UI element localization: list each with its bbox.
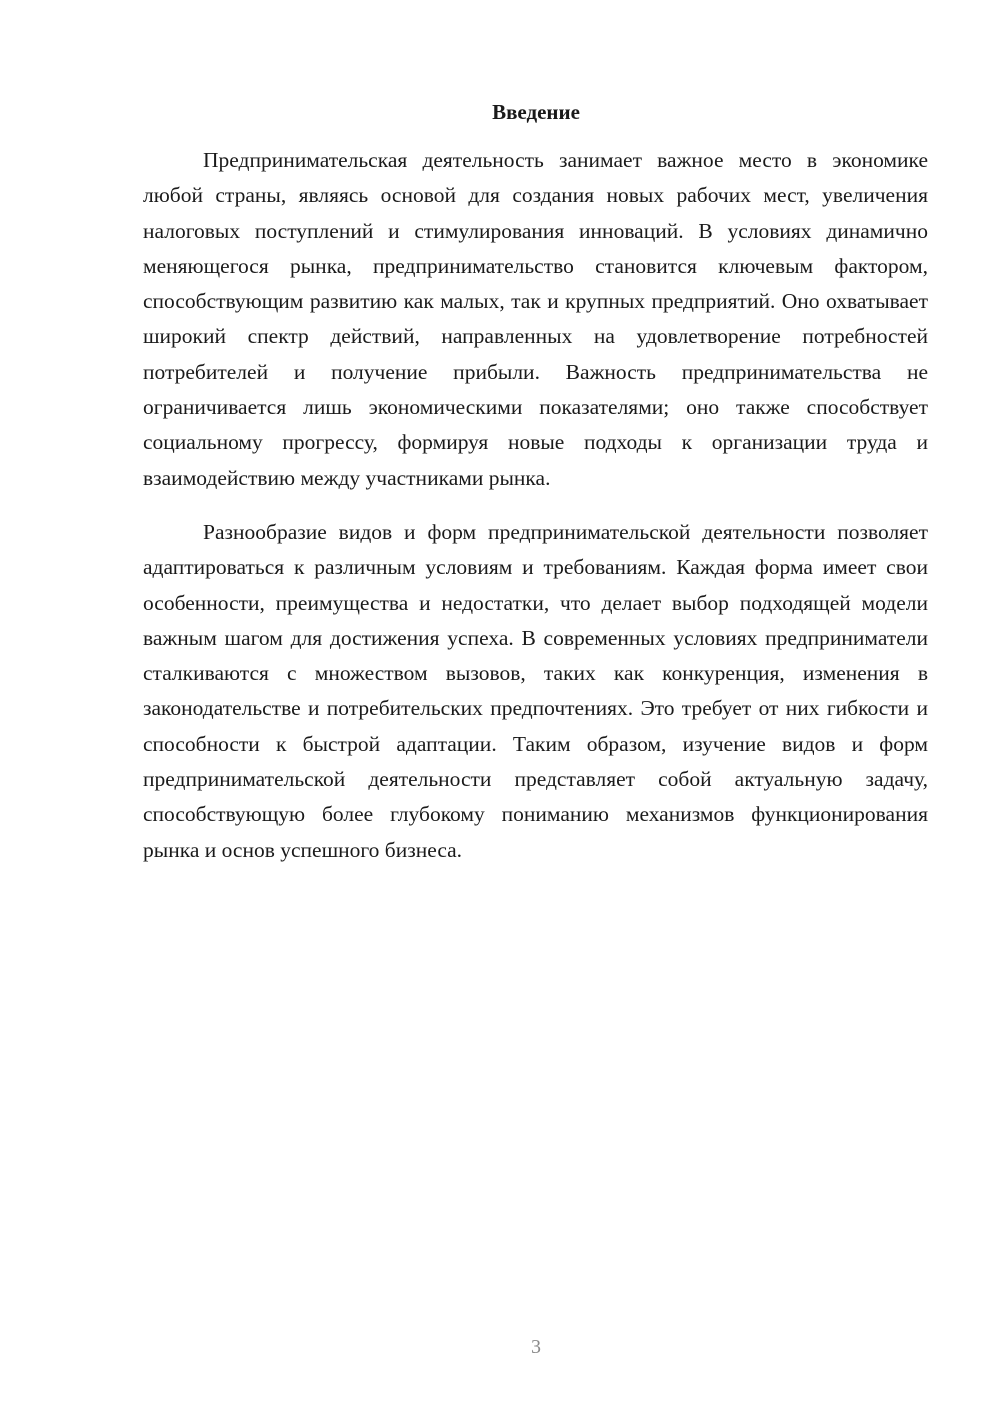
page-number: 3: [531, 1336, 541, 1358]
section-title: Введение: [492, 100, 580, 124]
body-text: [143, 143, 928, 868]
paragraph-1: Предпринимательская деятельность занимает важное место в экономике любой страны, являясь основой для создания новых рабочих мест, увеличения налоговых поступлений и стимулирования инноваций. В условиях динамично меняющегося рынка, предпринимательство становится ключевым фактором, способствующим развитию как малых, так и крупных предприятий. Оно охватывает широкий спектр действий, направленных на удовлетворение потребностей потребителей и получение прибыли. Важность предпринимательства не ограничивается лишь экономическими показателями; оно также способствует социальному прогрессу, формируя новые подходы к организации труда и взаимодействию между участниками рынка.: [143, 148, 928, 490]
paragraph-2: Разнообразие видов и форм предпринимательской деятельности позволяет адаптироваться к различным условиям и требованиям. Каждая форма имеет свои особенности, преимущества и недостатки, что делает выбор подходящей модели важным шагом для достижения успеха. В современных условиях предприниматели сталкиваются с множеством вызовов, таких как конкуренция, изменения в законодательстве и потребительских предпочтениях. Это требует от них гибкости и способности к быстрой адаптации. Таким образом, изучение видов и форм предпринимательской деятельности представляет собой актуальную задачу, способствующую более глубокому пониманию механизмов функционирования рынка и основ успешного бизнеса.: [143, 519, 928, 862]
